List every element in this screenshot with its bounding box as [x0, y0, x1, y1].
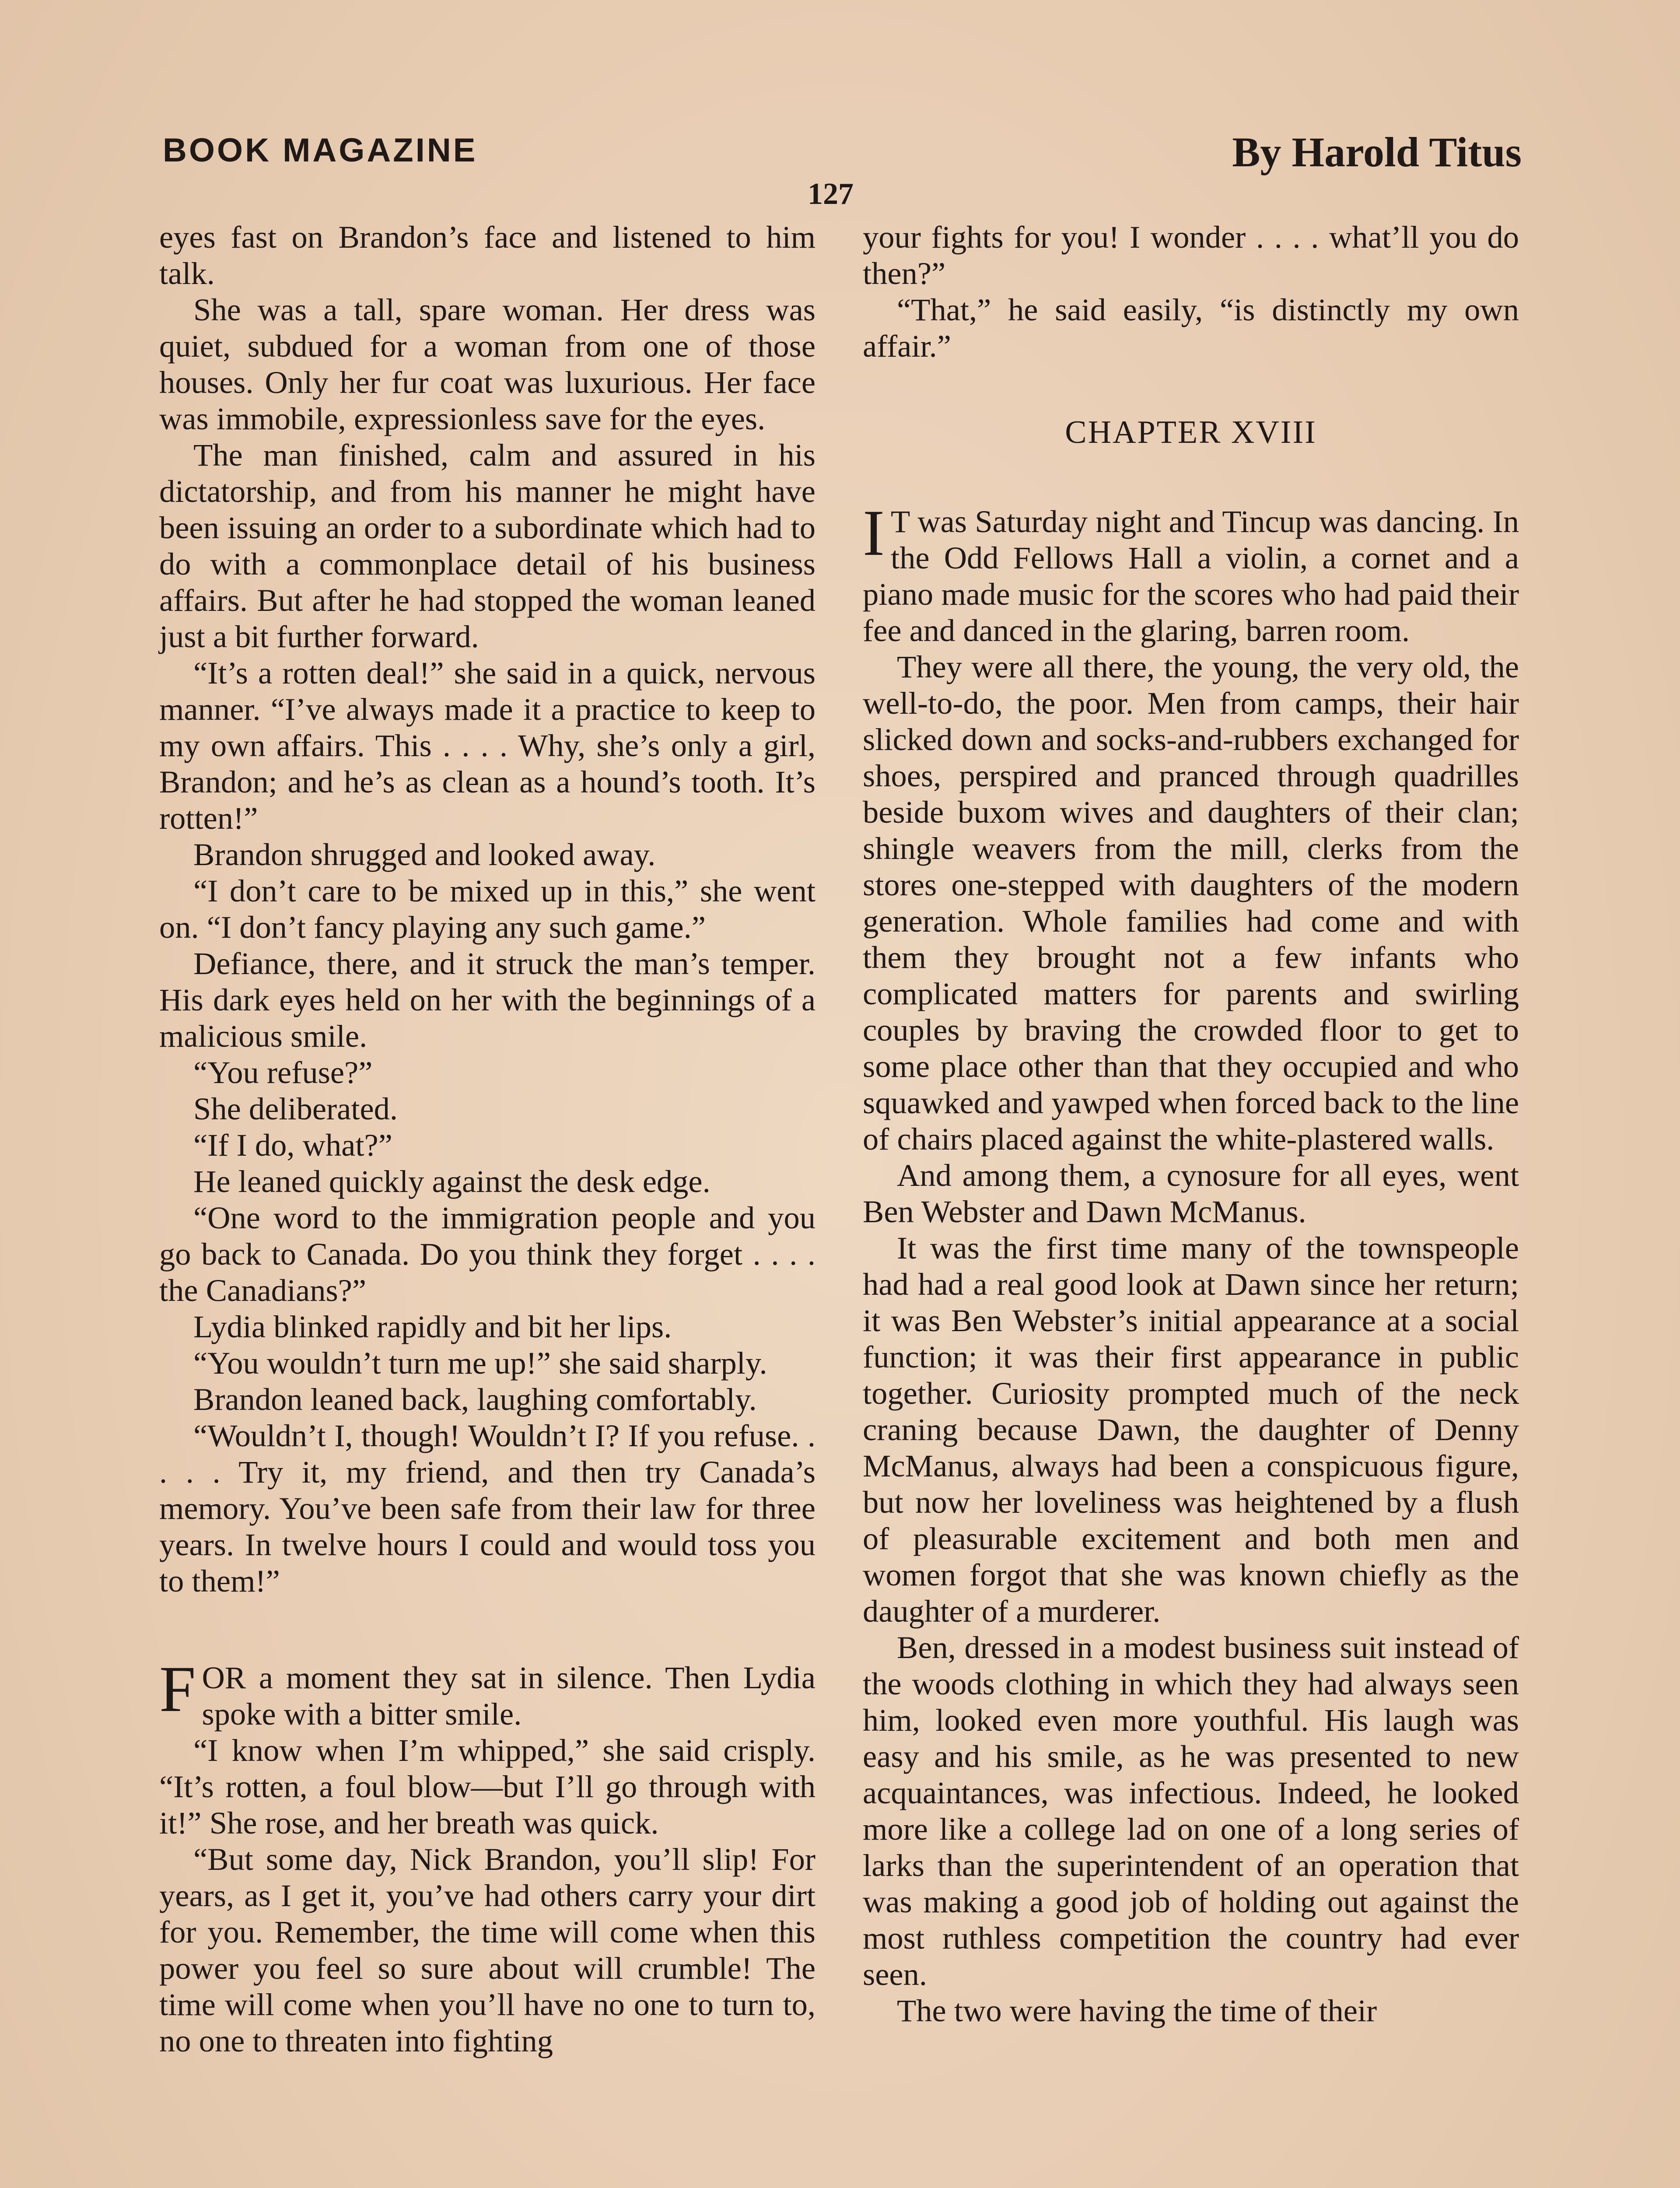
section-break — [159, 1599, 816, 1659]
paragraph: And among them, a cynosure for all eyes, went Ben Webster and Dawn McManus. — [863, 1157, 1519, 1229]
paragraph: The man finished, calm and assured in his dictatorship, and from his manner he might have been issuing an order to a subordinate which had to do with a commonplace detail of his business affairs. But after he had stopped the woman leaned just a bit further forward. — [159, 437, 816, 654]
paragraph: eyes fast on Brandon’s face and listened to him talk. — [159, 219, 816, 291]
paragraph: your fights for you! I wonder . . . . what’ll you do then?” — [863, 219, 1519, 291]
paragraph: “If I do, what?” — [193, 1127, 392, 1163]
right-column — [863, 219, 1519, 2029]
chapter-opening-paragraph: I T was Saturday night and Tincup was dancing. In the Odd Fellows Hall a violin, a cornet and a piano made music for the scores who had paid their fee and danced in the glaring, barren room. — [863, 497, 1519, 648]
paragraph: Brandon shrugged and looked away. — [193, 837, 656, 872]
paragraph: “I know when I’m whipped,” she said crisply. “It’s rotten, a foul blow—but I’ll go through with it!” She rose, and her breath was quick. — [159, 1732, 816, 1841]
paragraph: Ben, dressed in a modest business suit instead of the woods clothing in which they had always seen him, looked even more youthful. His laugh was easy and his smile, as he was presented to new acquaintances, was infectious. Indeed, he looked more like a college lad on one of a long series of larks than the superintendent of an operation that was making a good job of holding out against the most ruthless competition the country had ever seen. — [863, 1630, 1519, 1992]
paragraph: “Wouldn’t I, though! Wouldn’t I? If you refuse. . . . . Try it, my friend, and then try Canada’s memory. You’ve been safe from their law for three years. In twelve hours I could and would toss you to them!” — [159, 1418, 816, 1599]
paragraph: “One word to the immigration people and you go back to Canada. Do you think they forget . . . . the Canadians?” — [159, 1200, 816, 1308]
paragraph: Defiance, there, and it struck the man’s temper. His dark eyes held on her with the beginnings of a malicious smile. — [159, 946, 816, 1054]
paragraph: “You wouldn’t turn me up!” she said sharply. — [193, 1345, 767, 1381]
page-number: 127 — [808, 177, 854, 211]
author-byline: By Harold Titus — [1232, 129, 1522, 175]
paragraph: “You refuse?” — [193, 1055, 373, 1090]
paragraph: “I don’t care to be mixed up in this,” she went on. “I don’t fancy playing any such game.” — [159, 873, 816, 945]
paragraph: “That,” he said easily, “is distinctly my own affair.” — [863, 292, 1519, 364]
paragraph: “It’s a rotten deal!” she said in a quick, nervous manner. “I’ve always made it a practice to keep to my own affairs. This . . . . Why, she’s only a girl, Brandon; and he’s as clean as a hound’s tooth. It’s rotten!” — [159, 655, 816, 836]
paragraph: He leaned quickly against the desk edge. — [193, 1164, 710, 1199]
paragraph: They were all there, the young, the very old, the well-to-do, the poor. Men from camps, their hair slicked down and socks-and-rubbers exchanged for shoes, perspired and pranced through quadrilles beside buxom wives and daughters of their clan; shingle weavers from the mill, clerks from the stores one-stepped with daughters of the modern generation. Whole families had come and with them they brought not a few infants who complicated matters for parents and swirling couples by braving the crowded floor to get to some place other than that they occupied and who squawked and yawped when forced back to the line of chairs placed against the white-plastered walls. — [863, 649, 1519, 1157]
drop-cap: I — [863, 497, 885, 569]
section-opening-paragraph: FOR a moment they sat in silence. Then Lydia spoke with a bitter smile. — [159, 1653, 816, 1732]
publication-header: BOOK MAGAZINE — [163, 132, 478, 169]
drop-cap: F — [159, 1653, 196, 1725]
paragraph: She was a tall, spare woman. Her dress was quiet, subdued for a woman from one of those houses. Only her fur coat was luxurious. Her face was immobile, expressionless save for the eyes. — [159, 292, 816, 436]
left-column — [159, 219, 816, 2059]
paragraph: She deliberated. — [193, 1091, 398, 1126]
paragraph: Lydia blinked rapidly and bit her lips. — [193, 1309, 672, 1344]
paragraph: The two were having the time of their — [897, 1993, 1377, 2028]
paragraph: It was the first time many of the townspeople had had a real good look at Dawn since her return; it was Ben Webster’s initial appearance at a social function; it was their first appearance in public together. Curiosity prompted much of the neck craning because Dawn, the daughter of Denny McManus, always had been a conspicuous figure, but now her loveliness was heightened by a flush of pleasurable excitement and both men and women forgot that she was known chiefly as the daughter of a murderer. — [863, 1230, 1519, 1629]
paragraph: “But some day, Nick Brandon, you’ll slip! For years, as I get it, you’ve had others carry your dirt for you. Remember, the time will come when this power you feel so sure about will crumble! The time will come when you’ll have no one to turn to, no one to threaten into fighting — [159, 1841, 816, 2058]
paragraph: Brandon leaned back, laughing comfortably. — [193, 1382, 757, 1417]
chapter-heading: CHAPTER XVIII — [1065, 414, 1317, 450]
